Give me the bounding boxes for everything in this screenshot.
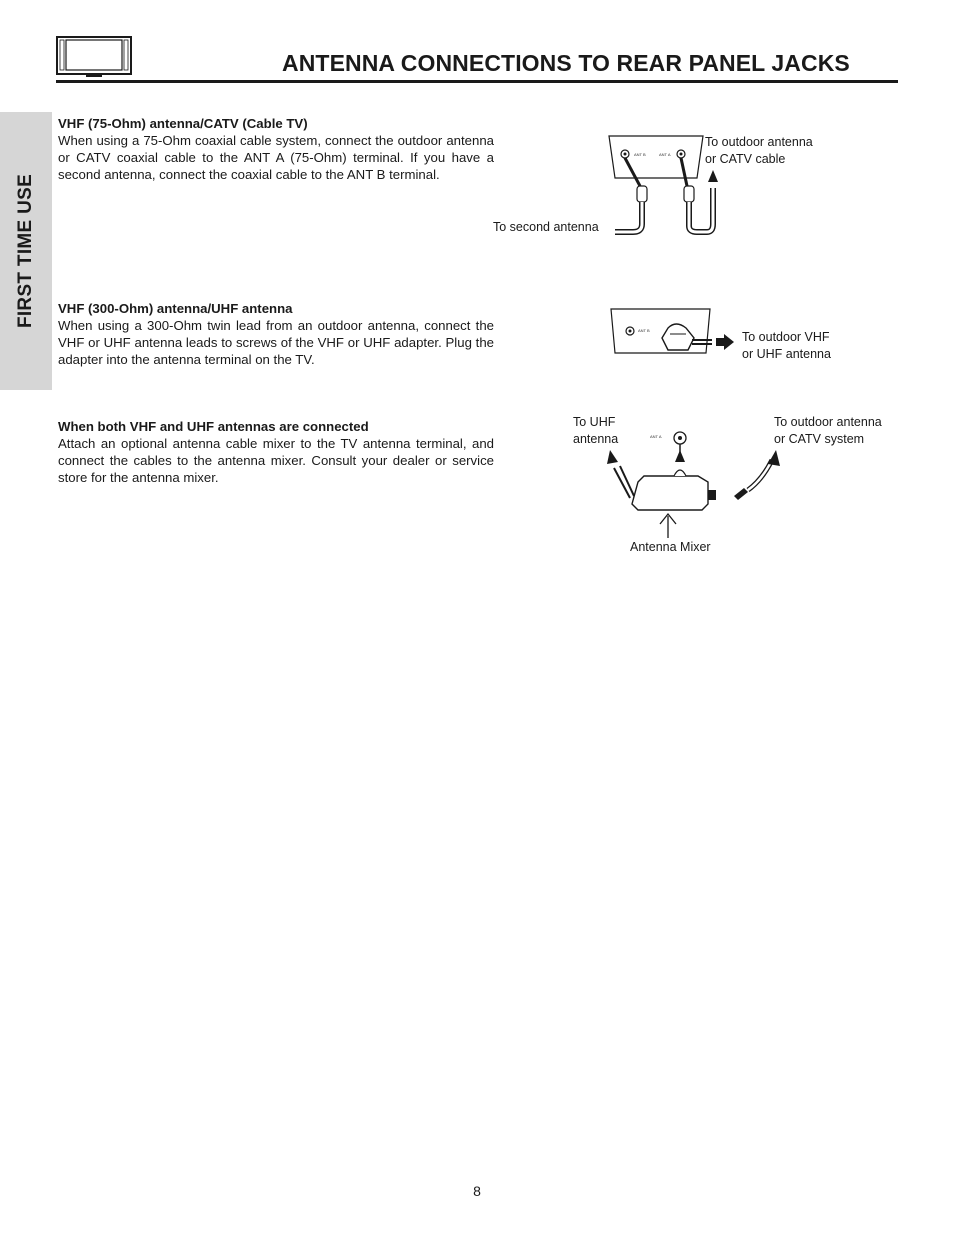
antenna-mixer-diagram <box>598 420 783 540</box>
jack-label: ANT A <box>650 434 662 439</box>
page-title: ANTENNA CONNECTIONS TO REAR PANEL JACKS <box>282 50 850 76</box>
label-uhf-antenna-1: To UHF <box>573 415 616 429</box>
label-antenna-mixer: Antenna Mixer <box>630 540 711 554</box>
label-outdoor-catv-1: To outdoor antenna <box>774 415 882 429</box>
jack-b-label: ANT B <box>634 152 646 157</box>
page-number: 8 <box>473 1183 481 1199</box>
flat-tv-icon <box>56 36 132 78</box>
label-outdoor-antenna-1: To outdoor antenna <box>705 135 813 149</box>
label-outdoor-antenna-2: or CATV cable <box>705 152 786 166</box>
side-tab-label: FIRST TIME USE <box>15 173 36 329</box>
section-300-ohm <box>58 300 494 368</box>
section-body: When using a 300-Ohm twin lead from an outdoor antenna, connect the VHF or UHF antenna leads to screws of the VHF or UHF adapter. Plug the adapter into the antenna terminal on the TV. <box>58 318 494 367</box>
side-tab <box>0 112 52 390</box>
label-uhf-antenna-2: antenna <box>573 432 619 446</box>
label-vhf-uhf-2: or UHF antenna <box>742 347 831 361</box>
section-heading: VHF (300-Ohm) antenna/UHF antenna <box>58 301 293 316</box>
section-mixer <box>58 418 494 486</box>
twin-lead-adapter-diagram <box>608 304 738 360</box>
section-heading: VHF (75-Ohm) antenna/CATV (Cable TV) <box>58 116 308 131</box>
label-vhf-uhf-1: To outdoor VHF <box>742 330 830 344</box>
jack-label: ANT B <box>638 328 650 333</box>
section-heading: When both VHF and UHF antennas are connected <box>58 419 369 434</box>
section-body: Attach an optional antenna cable mixer to the TV antenna terminal, and connect the cables to the antenna mixer. Consult your dealer or service store for the antenna mixer. <box>58 436 494 485</box>
label-outdoor-catv-2: or CATV system <box>774 432 865 446</box>
label-second-antenna: To second antenna <box>493 220 599 234</box>
jack-a-label: ANT A <box>659 152 671 157</box>
section-75-ohm <box>58 115 494 183</box>
section-body: When using a 75-Ohm coaxial cable system, connect the outdoor antenna or CATV coaxial cable to the ANT A (75-Ohm) terminal. If you have a second antenna, connect the coaxial cable to the ANT B terminal. <box>58 133 494 182</box>
title-divider <box>56 80 898 83</box>
